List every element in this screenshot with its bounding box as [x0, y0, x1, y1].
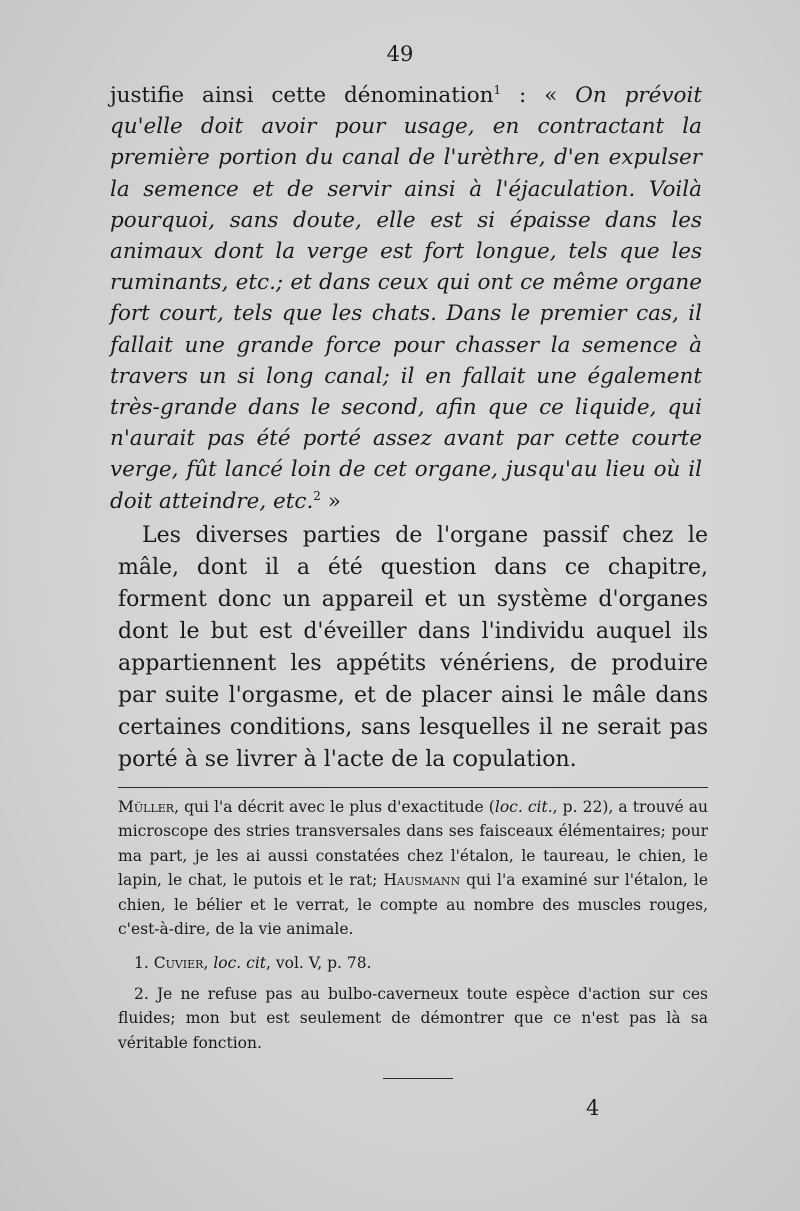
footnote-1-number: 1. — [134, 954, 154, 973]
main-paragraph-block — [118, 520, 708, 776]
citation: loc. cit. — [494, 798, 553, 816]
quote-paragraph — [110, 80, 702, 517]
closing-rule — [383, 1078, 453, 1079]
footnote-continued-text-2: , p. 22), a trouvé au microscope des stries transversales dans ses faisceaux élémentaires; pour ma part, je les ai aussi constatées chez l'étalon, le taureau, le chien, le lapin, le chat, le putois et le rat; — [118, 798, 708, 890]
footnote-1-rest: , vol. V, p. 78. — [266, 954, 372, 973]
footnotes — [118, 795, 708, 1061]
footnote-ref-1[interactable]: 1 — [493, 82, 502, 97]
quote-intro: justifie ainsi cette dénomination — [110, 83, 494, 108]
footnote-continued-text-1: , qui l'a décrit avec le plus d'exactitude ( — [174, 798, 495, 816]
footnote-divider — [118, 787, 708, 788]
footnote-1 — [118, 951, 708, 975]
footnote-continued-text-3: qui l'a examiné sur l'étalon, le chien, le bélier et le verrat, le compte au nombre des muscles rouges, c'est-à-dire, de la vie animale. — [118, 871, 708, 939]
footnote-ref-2[interactable]: 2 — [313, 488, 321, 503]
footnote-2-text: Je ne refuse pas au bulbo-caverneux toute espèce d'action sur ces fluides; mon but est seulement de démontrer que ce n'est pas là sa véritable fonction. — [118, 984, 708, 1052]
footnote-continued — [118, 795, 708, 941]
quote-block — [110, 80, 702, 517]
footnote-2-number: 2. — [134, 984, 157, 1003]
author-cuvier: Cuvier — [153, 954, 204, 973]
author-muller: Müller — [118, 798, 175, 816]
footnote-1-separator: , — [203, 954, 214, 973]
citation: loc. cit — [213, 954, 267, 973]
footnote-2 — [118, 982, 708, 1055]
main-paragraph: Les diverses parties de l'organe passif chez le mâle, dont il a été question dans ce chapitre, forment donc un appareil et un système d'organes dont le but est d'éveiller dans l'individu auquel ils appartiennent les appétits vénériens, de produire par suite l'orgasme, et de placer ainsi le mâle dans certaines conditions, sans lesquelles il ne serait pas porté à se livrer à l'acte de la copulation. — [118, 523, 708, 772]
signature-mark: 4 — [586, 1096, 600, 1120]
quote-text: On prévoit qu'elle doit avoir pour usage, en contractant la première portion du canal de l'urèthre, d'en expulser la semence et de servir ainsi à l'éjaculation. Voilà pourquoi, sans doute, elle est si épaisse dans les animaux dont la verge est fort longue, tels que les ruminants, etc.; et dans ceux qui ont ce même organe fort court, tels que les chats. Dans le premier cas, il fallait une grande force pour chasser la semence à travers un si long canal; il en fallait une également très-grande dans le second, afin que ce liquide, qui n'aurait pas été porté assez avant par cette courte verge, fût lancé loin de cet organe, jusqu'au lieu où il doit atteindre, etc. — [110, 83, 702, 514]
quote-close-mark: » — [320, 488, 341, 514]
page-number: 49 — [386, 42, 414, 66]
author-hausmann: Hausmann — [383, 871, 461, 890]
quote-open-mark: : « — [501, 83, 576, 108]
